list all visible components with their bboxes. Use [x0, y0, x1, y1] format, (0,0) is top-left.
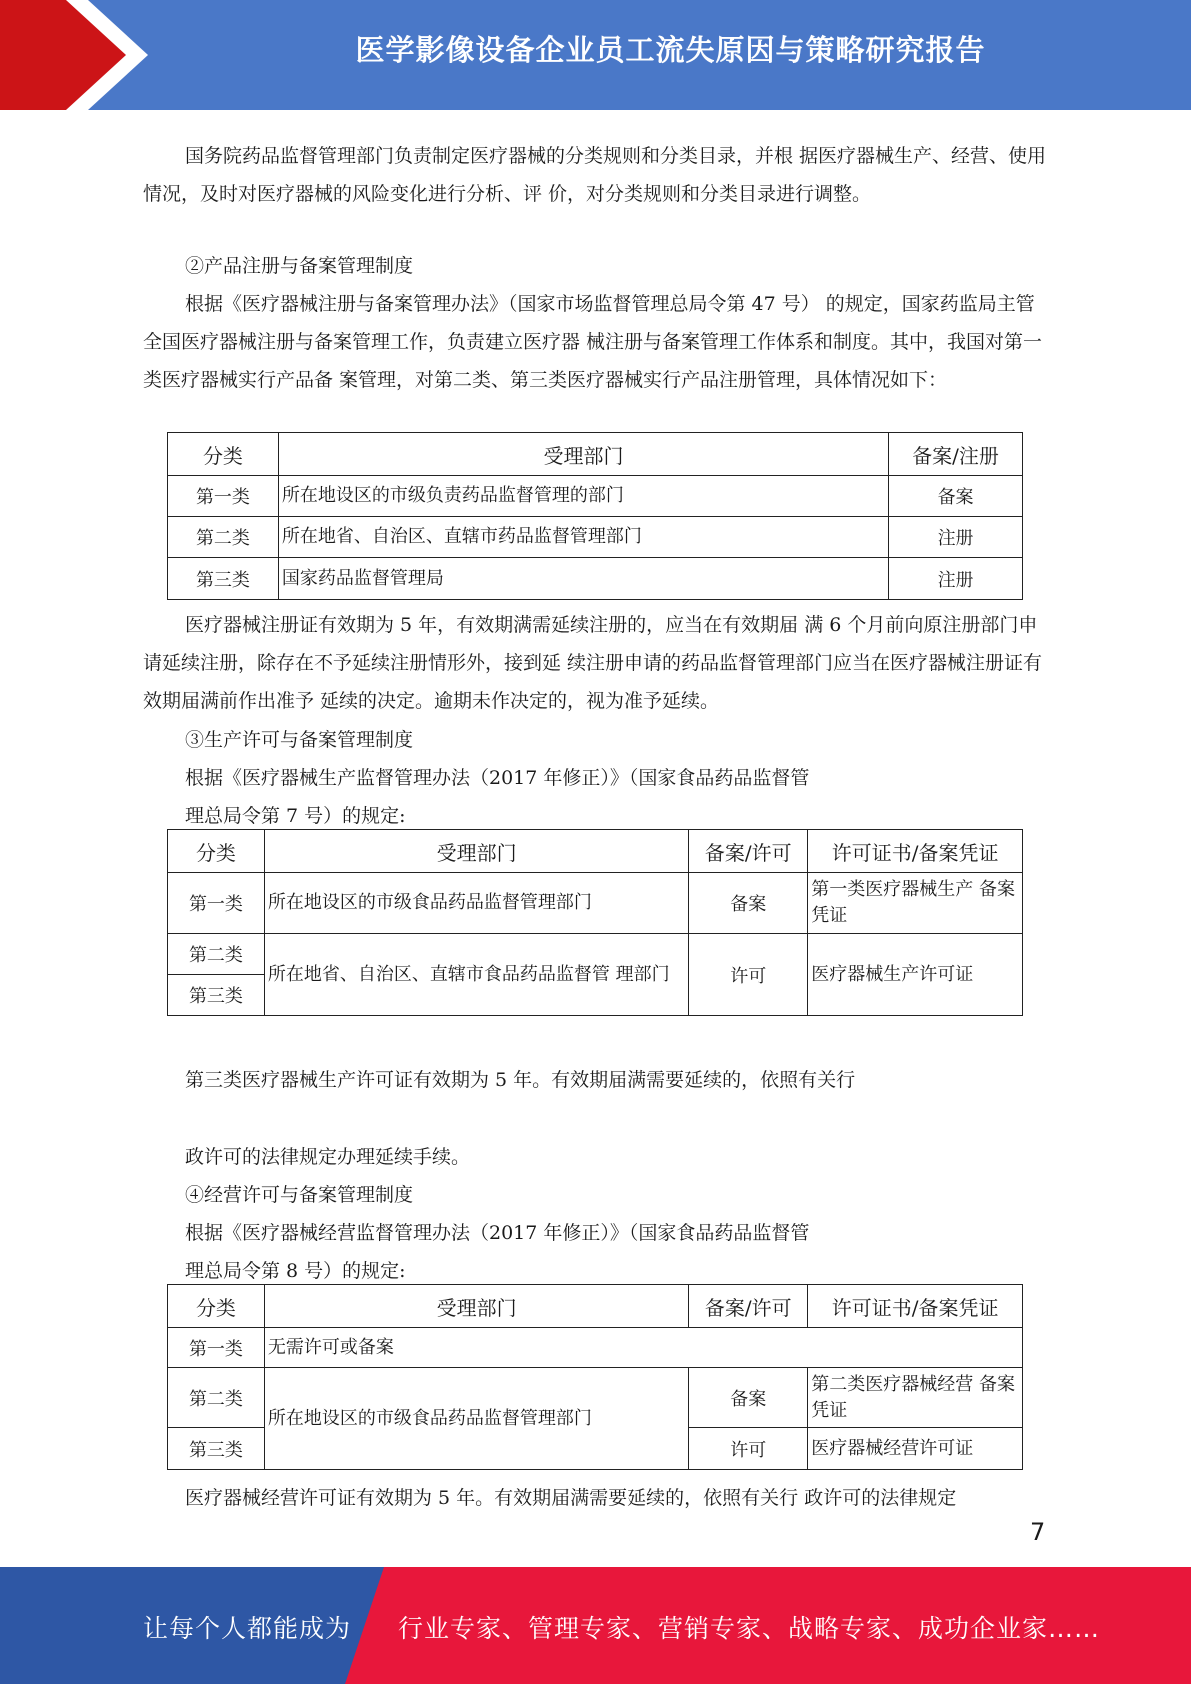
table-row [168, 476, 1023, 517]
footer-slogan-right: 行业专家、管理专家、营销专家、战略专家、成功企业家…… [398, 1614, 1101, 1643]
table-header-row [168, 1285, 1023, 1328]
paragraph-registration: 根据《医疗器械注册与备案管理办法》（国家市场监督管理总局令第 47 号） 的规定，国家药监局主管全国医疗器械注册与备案管理工作，负责建立医疗器 械注册与备案管理工作体系和制度。其中，我国对第一类医疗器械实行产品备 案管理，对第二类、第三类医疗器械实行产品注册管理，具体情况如下： [143, 293, 1043, 391]
table-row [168, 873, 1023, 934]
table-header-cell: 分类 [168, 433, 279, 476]
table-cell: 第一类 [168, 476, 279, 517]
table-cell: 医疗器械经营许可证 [808, 1428, 1023, 1470]
table-cell: 第二类 [168, 517, 279, 558]
table-cell: 许可 [689, 934, 808, 1016]
table-cell: 第三类 [168, 558, 279, 600]
table-row [168, 1368, 1023, 1428]
table-cell: 备案 [689, 1368, 808, 1428]
paragraph-registration-validity: 医疗器械注册证有效期为 5 年，有效期满需延续注册的，应当在有效期届 满 6 个月前向原注册部门申请延续注册，除存在不予延续注册情形外，接到延 续注册申请的药品监督管理部门应当在医疗器械注册证有效期届满前作出准予 延续的决定。逾期未作决定的，视为准予延续。 [143, 614, 1043, 712]
production-license-table [167, 829, 1023, 1016]
paragraph-operation-validity: 医疗器械经营许可证有效期为 5 年。有效期届满需要延续的，依照有关行 政许可的法律规定 [185, 1487, 957, 1509]
section-heading-registration: ②产品注册与备案管理制度 [185, 255, 414, 277]
table-row [168, 934, 1023, 975]
document-title: 医学影像设备企业员工流失原因与策略研究报告 [355, 33, 986, 67]
table-header-cell: 受理部门 [278, 433, 888, 476]
table-header-cell: 许可证书/备案凭证 [808, 830, 1023, 873]
table-cell: 备案 [689, 873, 808, 934]
table-row [168, 558, 1023, 600]
table-cell: 所在地设区的市级食品药品监督管理部门 [264, 1368, 688, 1470]
table-cell: 第三类 [168, 975, 265, 1016]
table-header-row [168, 433, 1023, 476]
paragraph-operation-basis-cont: 理总局令第 8 号）的规定: [185, 1260, 406, 1282]
table-header-cell: 受理部门 [264, 830, 688, 873]
table-cell: 注册 [889, 558, 1023, 600]
table-cell: 第二类医疗器械经营 备案凭证 [808, 1368, 1023, 1428]
table-cell: 国家药品监督管理局 [278, 558, 888, 600]
table-cell: 无需许可或备案 [264, 1328, 1022, 1368]
table-row [168, 1328, 1023, 1368]
table-header-cell: 分类 [168, 1285, 265, 1328]
operation-license-table [167, 1284, 1023, 1470]
table-header-cell: 分类 [168, 830, 265, 873]
table-cell: 备案 [889, 476, 1023, 517]
paragraph-classification: 国务院药品监督管理部门负责制定医疗器械的分类规则和分类目录，并根 据医疗器械生产、经营、使用情况，及时对医疗器械的风险变化进行分析、评 价，对分类规则和分类目录进行调整。 [143, 145, 1047, 205]
paragraph-operation-basis: 根据《医疗器械经营监督管理办法（2017 年修正）》（国家食品药品监督管 [185, 1222, 810, 1244]
table-row [168, 517, 1023, 558]
table-cell: 所在地设区的市级食品药品监督管理部门 [264, 873, 688, 934]
table-header-cell: 备案/许可 [689, 830, 808, 873]
table-cell: 第一类 [168, 873, 265, 934]
section-heading-production: ③生产许可与备案管理制度 [185, 729, 414, 751]
table-cell: 第一类医疗器械生产 备案凭证 [808, 873, 1023, 934]
table-header-cell: 许可证书/备案凭证 [808, 1285, 1023, 1328]
table-cell: 第三类 [168, 1428, 265, 1470]
table-header-row [168, 830, 1023, 873]
table-header-cell: 备案/许可 [689, 1285, 808, 1328]
footer-slogan-left: 让每个人都能成为 [143, 1614, 352, 1643]
table-header-cell: 备案/注册 [889, 433, 1023, 476]
page-footer [0, 1567, 1191, 1684]
section-heading-operation: ④经营许可与备案管理制度 [185, 1184, 414, 1206]
table-header-cell: 受理部门 [264, 1285, 688, 1328]
table-cell: 所在地省、自治区、直辖市食品药品监督管 理部门 [264, 934, 688, 1016]
table-cell: 注册 [889, 517, 1023, 558]
paragraph-production-basis-cont: 理总局令第 7 号）的规定: [185, 805, 406, 827]
table-cell: 许可 [689, 1428, 808, 1470]
table-cell: 第二类 [168, 934, 265, 975]
page-header [0, 0, 1191, 110]
table-cell: 所在地省、自治区、直辖市药品监督管理部门 [278, 517, 888, 558]
header-arrow-decoration [0, 0, 150, 110]
registration-table [167, 432, 1023, 600]
page-number: 7 [1030, 1518, 1046, 1546]
paragraph-production-validity: 第三类医疗器械生产许可证有效期为 5 年。有效期届满需要延续的，依照有关行 [185, 1069, 856, 1091]
table-cell: 医疗器械生产许可证 [808, 934, 1023, 1016]
paragraph-production-validity-cont: 政许可的法律规定办理延续手续。 [185, 1146, 471, 1168]
table-cell: 第二类 [168, 1368, 265, 1428]
table-cell: 所在地设区的市级负责药品监督管理的部门 [278, 476, 888, 517]
table-cell: 第一类 [168, 1328, 265, 1368]
paragraph-production-basis: 根据《医疗器械生产监督管理办法（2017 年修正）》（国家食品药品监督管 [185, 767, 810, 789]
